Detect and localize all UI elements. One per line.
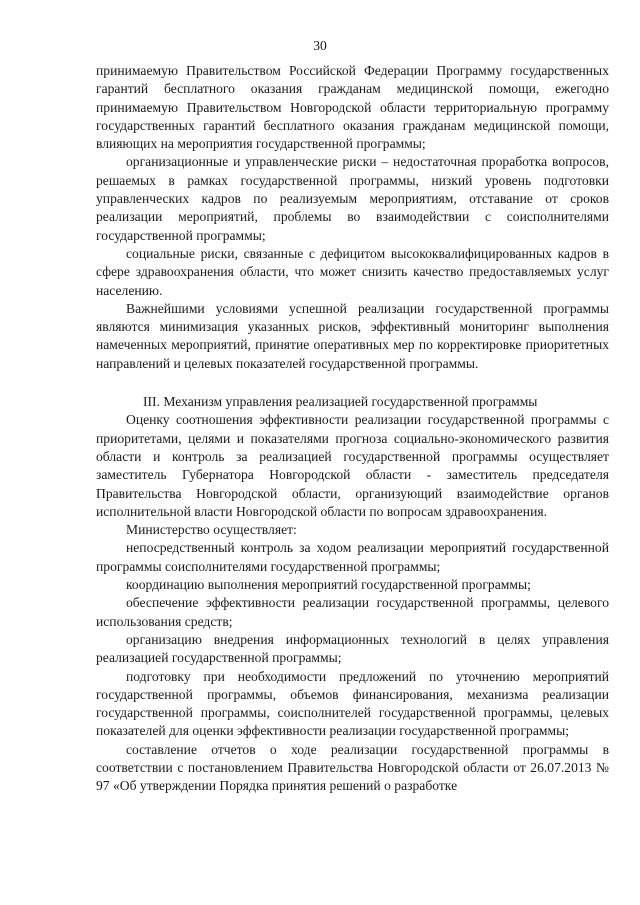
list-item-it-implementation: организацию внедрения информационных технологий в целях управления реализацией государственной программы;	[96, 631, 609, 666]
paragraph-continuation: принимаемую Правительством Российской Федерации Программу государственных гарантий бесплатного оказания гражданам медицинской помощи, ежегодно принимаемую Правительством Новгородской области территориальную программу государственных гарантий бесплатного оказания гражданам медицинской помощи, влияющих на мероприятия государственной программы;	[96, 63, 609, 152]
list-item-control: непосредственный контроль за ходом реализации мероприятий государственной программы соисполнителями государственной программы;	[96, 540, 609, 574]
document-body	[96, 62, 609, 796]
list-item-efficiency: обеспечение эффективности реализации государственной программы, целевого использования средств;	[96, 595, 609, 629]
page-number: 30	[313, 38, 327, 53]
paragraph-organizational-risks: организационные и управленческие риски – недостаточная проработка вопросов, решаемых в рамках государственной программы, низкий уровень подготовки управленческих кадров по реализуемым мероприятиям, отставание от сроков реализации мероприятий, проблемы во взаимодействии с соисполнителями государственной программы;	[96, 154, 609, 243]
list-item-coordination: координацию выполнения мероприятий государственной программы;	[126, 577, 531, 593]
paragraph-success-conditions: Важнейшими условиями успешной реализации государственной программы являются минимизация указанных рисков, эффективный мониторинг выполнения намеченных мероприятий, принятие оперативных мер по корректировке приоритетных направлений и целевых показателей государственной программы.	[96, 300, 609, 371]
spacer	[96, 373, 609, 393]
paragraph-ministry-intro: Министерство осуществляет:	[126, 522, 297, 538]
list-item-reports: составление отчетов о ходе реализации государственной программы в соответствии с постановлением Правительства Новгородской области от 26.07.2013 № 97 «Об утверждении Порядка принятия решений о разработке	[96, 741, 609, 794]
paragraph-social-risks: социальные риски, связанные с дефицитом высококвалифицированных кадров в сфере здравоохранения области, что может снизить качество предоставляемых услуг населению.	[96, 245, 609, 298]
list-item-proposals: подготовку при необходимости предложений по уточнению мероприятий государственной программы, объемов финансирования, механизма реализации государственной программы, соисполнителей государственной программы, целевых показателей для оценки эффективности реализации государственной программы;	[96, 668, 609, 739]
section-heading: III. Механизм управления реализацией государственной программы	[143, 394, 538, 410]
paragraph-evaluation: Оценку соотношения эффективности реализации государственной программы с приоритетами, целями и показателями прогноза социально-экономического развития области и контроль за реализацией государственной программы осуществляет заместитель Губернатора Новгородской области - заместитель председателя Правительства Новгородской области, организующий взаимодействие органов исполнительной власти Новгородской области по вопросам здравоохранения.	[96, 412, 609, 519]
